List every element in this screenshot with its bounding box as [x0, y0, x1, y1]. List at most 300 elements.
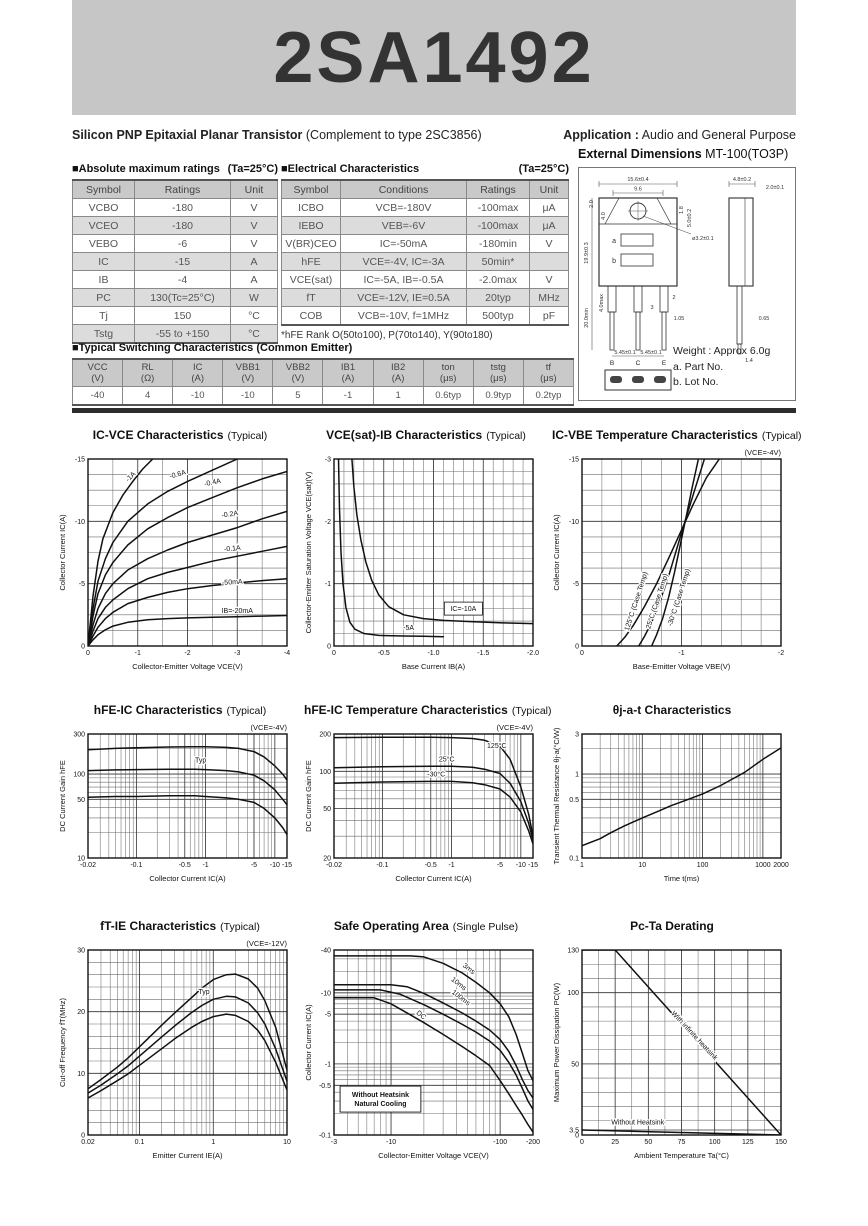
svg-text:300: 300 [73, 731, 85, 739]
rating-cell: 50min* [467, 253, 530, 271]
chart-ft-ie [58, 935, 300, 1162]
unit-cell: V [530, 235, 569, 253]
dimension-label: 1.05 [673, 316, 685, 322]
abs-max-table [72, 179, 278, 344]
svg-text:Collector Current IC(A): Collector Current IC(A) [395, 874, 472, 883]
svg-text:125: 125 [741, 1139, 754, 1146]
table-row [73, 199, 278, 217]
svg-text:Typ: Typ [198, 988, 210, 996]
conditions-cell: IC=-50mA [341, 235, 467, 253]
svg-text:50: 50 [644, 1139, 653, 1146]
svg-text:Typ: Typ [195, 757, 207, 765]
svg-text:(VCE=-4V): (VCE=-4V) [744, 448, 781, 457]
rating-cell: 150 [135, 307, 231, 325]
svg-text:-10: -10 [269, 862, 280, 869]
table-row [282, 217, 569, 235]
svg-text:-15: -15 [568, 456, 579, 464]
symbol-cell: IB [73, 271, 135, 289]
svg-text:-40: -40 [320, 947, 331, 955]
conditions-cell: VCB=-10V, f=1MHz [341, 307, 467, 326]
svg-text:(VCE=-12V): (VCE=-12V) [246, 939, 287, 948]
svg-text:Time t(ms): Time t(ms) [663, 874, 700, 883]
chart-title: VCE(sat)-IB Characteristics (Typical) [326, 428, 526, 442]
application-label: Application : [563, 128, 639, 142]
svg-text:50: 50 [571, 1061, 579, 1069]
svg-text:20: 20 [323, 855, 331, 863]
svg-text:Emitter Current IE(A): Emitter Current IE(A) [152, 1151, 223, 1160]
svg-text:Collector-Emitter Voltage VCE(: Collector-Emitter Voltage VCE(V) [378, 1151, 489, 1160]
svg-text:0: 0 [332, 650, 336, 657]
package-notes [673, 344, 793, 391]
chart-title: hFE-IC Temperature Characteristics (Typical) [304, 703, 552, 717]
svg-text:Without Heatsink: Without Heatsink [611, 1119, 665, 1127]
dimension-lines [592, 181, 755, 356]
chart-title: Safe Operating Area (Single Pulse) [333, 919, 519, 933]
svg-text:-0.6A: -0.6A [168, 469, 187, 481]
svg-text:Maximum Power Dissipation PC(W: Maximum Power Dissipation PC(W) [552, 982, 561, 1103]
rating-cell: 20typ [467, 289, 530, 307]
conditions-cell: IC=-5A, IB=-0.5A [341, 271, 467, 289]
svg-text:50: 50 [77, 796, 85, 804]
rating-cell: -100max [467, 199, 530, 217]
value-cell: -10 [173, 387, 223, 406]
rating-cell: -4 [135, 271, 231, 289]
table-row [73, 271, 278, 289]
table-row [282, 289, 569, 307]
svg-text:1: 1 [575, 771, 579, 779]
svg-text:Collector-Emitter Saturation V: Collector-Emitter Saturation Voltage VCE(sat)(V) [304, 471, 313, 634]
svg-text:-0.1: -0.1 [130, 862, 143, 869]
svg-text:-0.1: -0.1 [318, 1132, 331, 1140]
table-row [282, 199, 569, 217]
symbol-cell: VCBO [73, 199, 135, 217]
symbol-cell: fT [282, 289, 341, 307]
symbol-cell: VEBO [73, 235, 135, 253]
svg-text:Collector-Emitter Voltage VCE(: Collector-Emitter Voltage VCE(V) [132, 662, 243, 671]
svg-text:-2: -2 [777, 650, 785, 657]
svg-text:10: 10 [283, 1139, 291, 1146]
electrical-table [281, 179, 569, 326]
value-cell: -10 [223, 387, 273, 406]
chart-vcesat-ib [304, 444, 546, 673]
svg-text:DC: DC [414, 1009, 427, 1022]
package-front-view [599, 198, 677, 350]
svg-text:-1.5: -1.5 [477, 650, 490, 657]
svg-text:100: 100 [708, 1139, 721, 1146]
svg-text:-100: -100 [493, 1139, 508, 1146]
unit-cell: μA [530, 217, 569, 235]
abs-max-title: ■Absolute maximum ratings [72, 163, 220, 175]
table-row [73, 217, 278, 235]
rating-cell: -15 [135, 253, 231, 271]
svg-text:0: 0 [575, 643, 579, 651]
package-name: MT-100(TO3P) [701, 147, 789, 161]
dimension-label: 2.0±0.1 [765, 185, 785, 191]
svg-text:30: 30 [77, 947, 85, 955]
svg-text:(VCE=-4V): (VCE=-4V) [496, 723, 533, 732]
column-header: IB1 (A) [323, 359, 373, 387]
abs-max-ta: (Ta=25°C) [227, 163, 278, 175]
switching-title: ■Typical Switching Characteristics (Common Emitter) [72, 342, 353, 354]
table-row [73, 253, 278, 271]
package-note: Weight : Approx 6.0g [673, 345, 771, 357]
unit-cell [530, 253, 569, 271]
switching-table [72, 358, 574, 406]
value-cell: 1 [373, 387, 423, 406]
svg-text:10: 10 [638, 862, 647, 869]
chart-title: fT-IE Characteristics (Typical) [100, 919, 260, 933]
conditions-cell: VCE=-12V, IE=0.5A [341, 289, 467, 307]
svg-text:25°C (Case Temp): 25°C (Case Temp) [645, 572, 670, 630]
pin-labels [610, 360, 667, 367]
svg-text:0.02: 0.02 [81, 1139, 95, 1146]
conditions-cell: VCB=-180V [341, 199, 467, 217]
symbol-cell: ICBO [282, 199, 341, 217]
value-cell: 0.6typ [423, 387, 473, 406]
svg-text:10ms: 10ms [449, 976, 468, 993]
chart-title: θj-a-t Characteristics [612, 703, 732, 717]
svg-text:1000: 1000 [755, 862, 771, 869]
column-header: VBB1 (V) [223, 359, 273, 387]
svg-text:-3: -3 [234, 650, 241, 657]
subtitle-row [72, 128, 796, 142]
svg-text:25°C: 25°C [438, 756, 455, 764]
svg-text:130: 130 [567, 947, 579, 955]
dimensions-section [578, 147, 796, 401]
unit-cell: pF [530, 307, 569, 326]
svg-text:125°C (Case Temp): 125°C (Case Temp) [623, 571, 650, 632]
svg-text:75: 75 [677, 1139, 686, 1146]
svg-text:-15: -15 [281, 862, 293, 869]
dimension-label: 4.0 [601, 212, 607, 220]
svg-text:-1: -1 [324, 581, 331, 589]
conditions-cell: VEB=-6V [341, 217, 467, 235]
part-no-marking-area [621, 234, 653, 246]
chart-cell-ft-ie [58, 919, 302, 1162]
rating-cell: -2.0max [467, 271, 530, 289]
chart-ic-vbe-temp [552, 444, 794, 673]
svg-text:1: 1 [580, 862, 584, 869]
svg-text:100: 100 [319, 768, 331, 776]
chart-cell-ic-vce [58, 428, 302, 673]
symbol-cell: Tj [73, 307, 135, 325]
svg-text:Without Heatsink: Without Heatsink [351, 1092, 410, 1100]
chart-title: Pc-Ta Derating [630, 919, 714, 933]
column-header: Ratings [135, 180, 231, 199]
column-header: Symbol [282, 180, 341, 199]
unit-cell: V [231, 217, 278, 235]
package-drawing-box [578, 167, 796, 401]
chart-soa [304, 935, 546, 1162]
svg-text:Transient Thermal Resistance θ: Transient Thermal Resistance θj-a(°C/W) [552, 727, 561, 865]
column-header: VCC (V) [73, 359, 123, 387]
dimension-label: 4.0max [599, 293, 605, 313]
svg-text:-1.0: -1.0 [427, 650, 440, 657]
svg-text:0: 0 [327, 643, 331, 651]
value-cell: 5 [273, 387, 323, 406]
svg-text:-0.4A: -0.4A [203, 477, 222, 489]
dimension-label: 5.45±0.1 [614, 350, 636, 356]
svg-text:-0.5: -0.5 [178, 862, 191, 869]
column-header: RL (Ω) [123, 359, 173, 387]
svg-text:-10: -10 [74, 518, 85, 526]
chart-cell-vcesat-ib [304, 428, 548, 673]
electrical-heading [281, 163, 569, 175]
rating-cell: -100max [467, 217, 530, 235]
svg-text:-4: -4 [283, 650, 291, 657]
column-header: IC (A) [173, 359, 223, 387]
value-cell: 0.2typ [523, 387, 573, 406]
svg-text:-10: -10 [385, 1139, 397, 1146]
svg-text:-0.1: -0.1 [376, 862, 389, 869]
svg-text:0: 0 [575, 1132, 579, 1140]
svg-text:125°C: 125°C [487, 742, 507, 750]
symbol-cell: V(BR)CEO [282, 235, 341, 253]
svg-text:-0.02: -0.02 [326, 862, 342, 869]
svg-text:0: 0 [580, 1139, 584, 1146]
package-note: a. Part No. [673, 360, 724, 373]
svg-text:IC=-10A: IC=-10A [450, 606, 477, 614]
title-banner [72, 0, 796, 115]
svg-text:Base-Emitter Voltage VBE(V): Base-Emitter Voltage VBE(V) [632, 662, 731, 671]
chart-cell-soa [304, 919, 548, 1162]
unit-cell: °C [231, 325, 278, 344]
dimension-label: 4.8±0.2 [732, 177, 752, 183]
dimension-label: 15.6±0.4 [627, 177, 649, 183]
svg-text:IB=-20mA: IB=-20mA [221, 607, 253, 615]
table-row [73, 325, 278, 344]
abs-max-header-row [73, 180, 278, 199]
chart-pc-ta [552, 935, 794, 1162]
dimension-label: ø3.2±0.1 [692, 236, 714, 242]
dimension-label: 19.9±0.3 [584, 242, 590, 264]
svg-text:-200: -200 [525, 1139, 541, 1146]
svg-text:-1: -1 [134, 650, 141, 657]
symbol-cell: IEBO [282, 217, 341, 235]
dimension-label: 0.65 [758, 316, 770, 322]
value-cell: 0.9typ [473, 387, 523, 406]
abs-max-section [72, 163, 278, 344]
column-header: ton (μs) [423, 359, 473, 387]
unit-cell: V [231, 199, 278, 217]
switching-value-row [73, 387, 574, 406]
svg-text:-5A: -5A [403, 624, 415, 632]
svg-text:-2: -2 [324, 518, 331, 526]
rating-cell: -180min [467, 235, 530, 253]
unit-cell: W [231, 289, 278, 307]
svg-text:-15: -15 [527, 862, 539, 869]
svg-text:-3: -3 [330, 1139, 338, 1146]
chart-cell-thermal [552, 703, 796, 885]
rating-cell: -6 [135, 235, 231, 253]
device-description-bold: Silicon PNP Epitaxial Planar Transistor [72, 128, 303, 142]
abs-max-heading [72, 163, 278, 175]
svg-text:Natural Cooling: Natural Cooling [354, 1101, 407, 1109]
dimension-label: 9.6 [634, 186, 642, 193]
svg-text:50: 50 [323, 806, 331, 814]
device-description [72, 128, 482, 142]
svg-text:-0.02: -0.02 [80, 862, 96, 869]
svg-text:0: 0 [81, 1132, 85, 1140]
svg-text:-3: -3 [324, 456, 331, 464]
unit-cell: °C [231, 307, 278, 325]
svg-text:Collector Current IC(A): Collector Current IC(A) [58, 514, 67, 591]
table-row [73, 235, 278, 253]
dimensions-heading [578, 147, 796, 161]
unit-cell: μA [530, 199, 569, 217]
dimension-label: 5.45±0.1 [640, 350, 662, 356]
dimension-label: 20.0min [584, 308, 590, 328]
svg-text:0: 0 [81, 643, 85, 651]
column-header: tf (μs) [523, 359, 573, 387]
svg-text:0: 0 [580, 650, 584, 657]
package-side-view [729, 198, 753, 354]
svg-text:200: 200 [319, 731, 331, 739]
svg-text:(VCE=-4V): (VCE=-4V) [250, 723, 287, 732]
svg-text:3: 3 [575, 731, 579, 739]
chart-hfe-ic-temp [304, 719, 546, 885]
svg-text:-0.5: -0.5 [377, 650, 390, 657]
svg-text:-5: -5 [572, 581, 579, 589]
marking-a-label: a [612, 238, 616, 245]
svg-text:0.1: 0.1 [569, 855, 579, 863]
svg-text:-1: -1 [678, 650, 685, 657]
svg-text:100ms: 100ms [450, 989, 472, 1008]
chart-hfe-ic [58, 719, 300, 885]
leads [608, 286, 668, 350]
value-cell: -1 [323, 387, 373, 406]
switching-header-row [73, 359, 574, 387]
table-row [73, 307, 278, 325]
chart-cell-hfe-ic-temp [304, 703, 552, 885]
svg-text:Collector Current IC(A): Collector Current IC(A) [552, 514, 561, 591]
rating-cell: 130(Tc=25°C) [135, 289, 231, 307]
unit-cell: A [231, 271, 278, 289]
electrical-section [281, 163, 569, 341]
svg-text:3.5: 3.5 [569, 1127, 579, 1135]
svg-text:-2: -2 [184, 650, 191, 657]
pin-label-b: B [609, 360, 615, 367]
svg-text:100: 100 [73, 771, 85, 779]
svg-text:-0.5: -0.5 [318, 1082, 331, 1090]
symbol-cell: IC [73, 253, 135, 271]
table-row [282, 253, 569, 271]
symbol-cell: VCE(sat) [282, 271, 341, 289]
svg-text:-5: -5 [250, 862, 258, 869]
conditions-cell: VCE=-4V, IC=-3A [341, 253, 467, 271]
electrical-title: ■Electrical Characteristics [281, 163, 420, 175]
svg-text:100: 100 [696, 862, 709, 869]
symbol-cell: COB [282, 307, 341, 326]
svg-text:100: 100 [567, 990, 579, 998]
column-header: Conditions [341, 180, 467, 199]
unit-cell: A [231, 253, 278, 271]
column-header: Unit [530, 180, 569, 199]
svg-text:-30°C: -30°C [427, 771, 446, 779]
svg-text:-50mA: -50mA [221, 578, 243, 587]
unit-cell: V [231, 235, 278, 253]
svg-text:-2.0: -2.0 [526, 650, 540, 657]
table-row [73, 289, 278, 307]
svg-text:-1A: -1A [124, 470, 138, 484]
svg-text:-0.1A: -0.1A [223, 544, 242, 554]
application-value: Audio and General Purpose [638, 128, 796, 142]
svg-text:-1: -1 [202, 862, 209, 869]
svg-text:3ms: 3ms [461, 962, 476, 977]
svg-text:-0.2A: -0.2A [221, 510, 239, 520]
svg-text:25: 25 [611, 1139, 620, 1146]
svg-text:150: 150 [775, 1139, 787, 1146]
column-header: tstg (μs) [473, 359, 523, 387]
svg-text:-5: -5 [324, 1011, 331, 1019]
chart-cell-hfe-ic [58, 703, 302, 885]
svg-text:1: 1 [211, 1139, 216, 1146]
chart-title: IC-VCE Characteristics (Typical) [92, 428, 268, 442]
application [563, 128, 796, 142]
svg-text:DC Current Gain hFE: DC Current Gain hFE [58, 760, 67, 832]
device-description-normal: (Complement to type 2SC3856) [302, 128, 482, 142]
table-row [282, 307, 569, 326]
dimensions-title: External Dimensions [578, 147, 702, 161]
symbol-cell: Tstg [73, 325, 135, 344]
package-note: b. Lot No. [673, 376, 719, 388]
unit-cell: V [530, 271, 569, 289]
dimension-label: 1.8 [679, 206, 685, 214]
electrical-ta: (Ta=25°C) [518, 163, 569, 175]
symbol-cell: VCEO [73, 217, 135, 235]
switching-heading [72, 342, 574, 354]
svg-text:With infinite heatsink: With infinite heatsink [669, 1010, 719, 1062]
pin-label-c: C [635, 360, 641, 367]
part-number: 2SA1492 [273, 17, 595, 98]
value-cell: -40 [73, 387, 123, 406]
svg-text:Collector Current IC(A): Collector Current IC(A) [149, 874, 226, 883]
hfe-rank-footnote: *hFE Rank O(50to100), P(70to140), Y(90to180) [281, 330, 493, 341]
rating-cell: 500typ [467, 307, 530, 326]
svg-text:-1: -1 [448, 862, 455, 869]
table-row [282, 271, 569, 289]
svg-text:0: 0 [86, 650, 90, 657]
svg-text:-1: -1 [324, 1061, 331, 1069]
symbol-cell: hFE [282, 253, 341, 271]
svg-text:0.1: 0.1 [134, 1139, 145, 1146]
lot-no-marking-area [621, 254, 653, 266]
svg-text:Cut-off Frequency fT(MHz): Cut-off Frequency fT(MHz) [58, 997, 67, 1088]
table-row [282, 235, 569, 253]
chart-title: IC-VBE Temperature Characteristics (Typical) [552, 428, 802, 442]
value-cell: 4 [123, 387, 173, 406]
svg-text:-10: -10 [320, 990, 331, 998]
dimension-label: 2 [672, 295, 676, 301]
chart-cell-pc-ta [552, 919, 796, 1162]
svg-text:-0.5: -0.5 [424, 862, 437, 869]
unit-cell: MHz [530, 289, 569, 307]
pin-label-e: E [661, 360, 667, 367]
svg-text:-10: -10 [568, 518, 579, 526]
section-divider [72, 408, 796, 413]
svg-text:-30°C (Case Temp): -30°C (Case Temp) [666, 568, 693, 628]
svg-text:10: 10 [77, 1070, 85, 1078]
switching-section [72, 342, 574, 406]
svg-text:Ambient Temperature Ta(°C): Ambient Temperature Ta(°C) [634, 1151, 729, 1160]
rating-cell: -180 [135, 217, 231, 235]
chart-cell-ic-vbe-temp [552, 428, 802, 673]
svg-text:-10: -10 [515, 862, 526, 869]
dimension-label: 2.0 [589, 200, 595, 208]
column-header: Symbol [73, 180, 135, 199]
svg-text:2000: 2000 [773, 862, 789, 869]
svg-text:-5: -5 [496, 862, 504, 869]
